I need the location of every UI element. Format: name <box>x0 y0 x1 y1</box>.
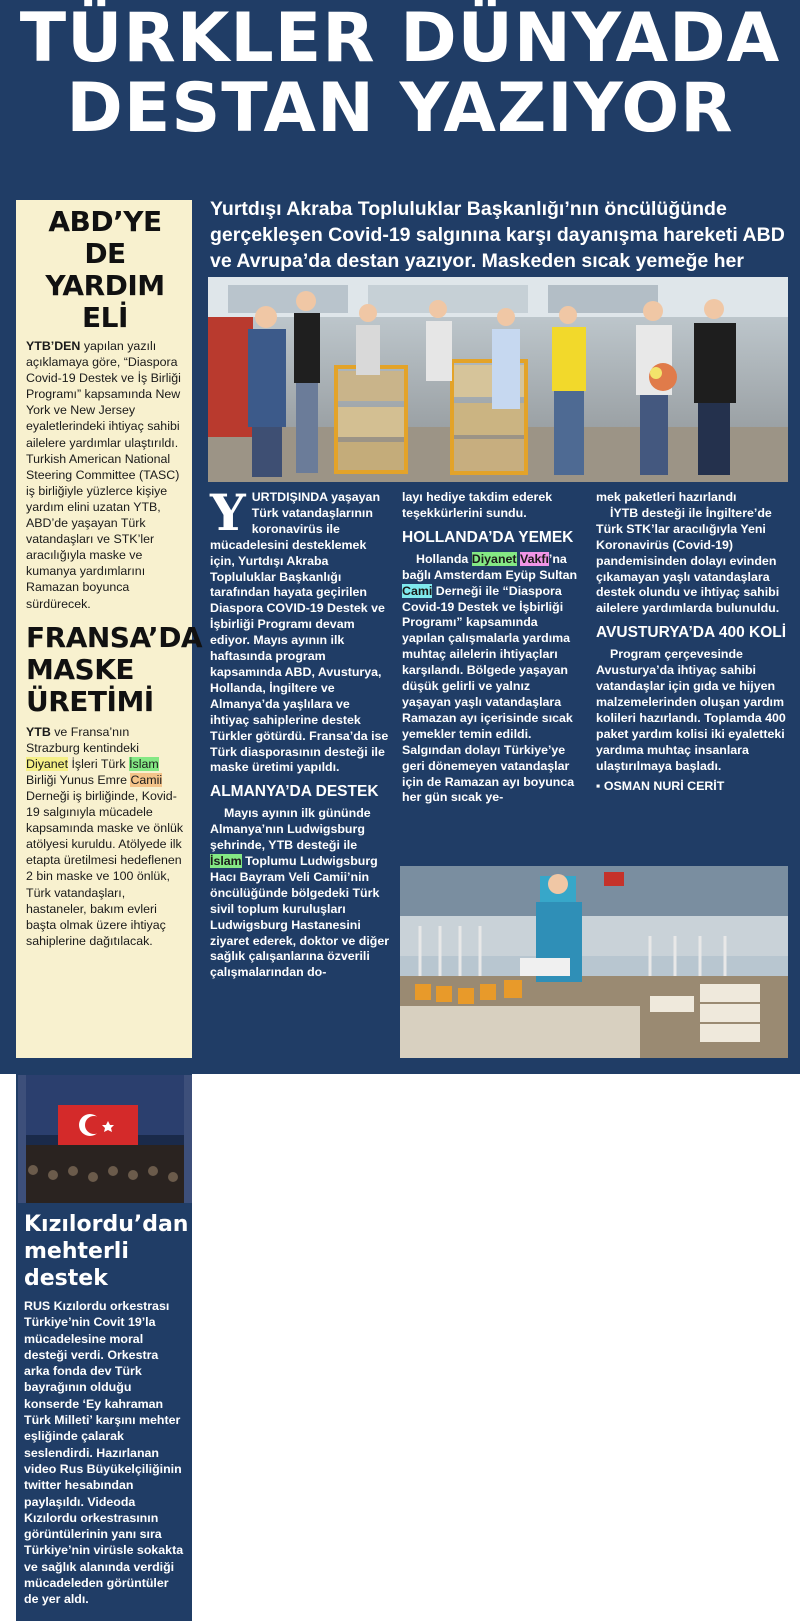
sidebar-title-fransa <box>26 620 203 718</box>
byline <box>596 779 788 795</box>
sidebar-title-fransa-line1: FRANSA’DA <box>26 620 203 654</box>
highlight-islam: İslam <box>129 756 159 771</box>
article-column-3 <box>596 490 788 794</box>
hollanda-text-b: ’na bağlı Amsterdam Eyüp Sultan <box>402 551 578 582</box>
sidebar-text-fransa <box>26 724 184 949</box>
almanya-text-a: Mayıs ayının ilk gününde Almanya’nın Ludwigsburg şehrinde, YTB desteği ile <box>210 806 371 853</box>
hollanda-text-a: Hollanda <box>416 551 472 566</box>
kizilordu-body: RUS Kızılordu orkestrası Türkiye’nin Covit 19’la mücadelesine moral desteği verdi. Orkestra arka fonda dev Türk bayrağının olduğu konserde ‘Ey kahraman Türk Milleti’ karşını mehter eşliğinde çalarak seslendirdi. Hazırlanan video Rus Büyükelçiliğinin twitter hesabından paylaşıldı. Videoda Kızılordu orkestrasının görüntülerinin yanı sıra Türkiye’nin virüsle sokakta ve sağlık alanında verdiği mücadeleden görüntüler de yer aldı. <box>24 1299 184 1607</box>
subheadline: Yurtdışı Akraba Topluluklar Başkanlığı’nın öncülüğünde gerçekleşen Covid-19 salgınına karşı dayanışma hareketi ABD ve Avrupa’da destan yazıyor. Maskeden sıcak yemeğe her <box>210 198 785 272</box>
highlight-islam-article: İslam <box>210 854 242 869</box>
article-intro: URTDIŞINDA yaşayan Türk vatandaşlarının koronavirüs ile mücadelesini desteklemek için, Yurtdışı Akraba Topluluklar Başkanlığı tarafından hayata geçirilen Diaspora COVID-19 Destek ve İşbirliği Programı devam ediyor. Mayıs ayının ilk haftasında program kapsamında ABD, Avusturya, Hollanda, İngiltere ve Almanya’da yaşlılara ve ihtiyaç sahiplerine destek Türkler götürdü. Fransa’da ise Türk diasporasının desteği ile maske üretimi yapıldı. <box>210 490 389 775</box>
volunteers-photo <box>208 277 788 482</box>
col3-continuation: mek paketleri hazırlandı <box>596 490 737 504</box>
highlight-cami: Cami <box>402 583 433 598</box>
volunteers-photo-illustration <box>208 277 788 482</box>
kizilordu-story <box>16 1073 192 1608</box>
orchestra-illustration <box>18 1075 192 1203</box>
byline-name: OSMAN NURİ CERİT <box>603 778 725 793</box>
section-title-almanya: ALMANYA’DA DESTEK <box>210 783 379 801</box>
hollanda-text-c: Derneği ile “Diaspora Covid-19 Destek ve İşbirliği Programı” kapsamında yapılan çalışmalarla yardıma muhtaç ailelerin ihtiyaçları karşılandı. Bölgede yaşayan düşük gelirli ve yalnız yaşayan yaşlı vatandaşlara Ramazan ayı içerisinde sıcak yemekler temin edildi. Salgından dolayı Türkiye’ye geri dönemeyen vatandaşlar için de Ramazan ayı boyunca her gün sıcak ye- <box>402 583 575 805</box>
article-column-2 <box>402 490 582 806</box>
highlight-diyanet-article: Diyanet <box>471 551 517 566</box>
sidebar-text-abd <box>26 338 184 612</box>
headline-line-2: DESTAN YAZIYOR <box>66 69 734 148</box>
sidebar-fransa-p4: Derneği iş birliğinde, Kovid-19 salgınıyla mücadele kapsamında maske ve önlük atölyesi kuruldu. Atölyede ilk etapta üretilmesi hedeflenen 2 bin maske ve 100 önlük, Türk vatandaşları, hastaneler, bakım evleri başta olmak üzere ihtiyaç sahiplerine dağıtılacak. <box>26 788 184 948</box>
food-packaging-photo <box>400 866 788 1058</box>
sidebar-fransa-p3: Birliği Yunus Emre <box>26 772 131 787</box>
kizilordu-title-line1: Kızılordu’dan <box>24 1212 189 1237</box>
left-margin <box>0 1074 16 1623</box>
highlight-vakfi: Vakfı <box>519 551 549 566</box>
highlight-diyanet: Diyanet <box>26 756 69 771</box>
sidebar-title-fransa-line2: MASKE <box>26 652 135 686</box>
dropcap-letter: Y <box>210 483 246 542</box>
main-headline <box>12 0 788 148</box>
headline-line-1: TÜRKLER DÜNYADA <box>19 0 781 78</box>
sidebar-title-abd <box>26 206 184 334</box>
orchestra-photo <box>18 1075 192 1203</box>
byline-bullet-icon: ▪ <box>596 778 604 793</box>
col2-continuation: layı hediye takdim ederek teşekkürlerini sundu. <box>402 490 553 520</box>
almanya-text-b: Toplumu Ludwigsburg Hacı Bayram Veli Camii’nin öncülüğünde bölgedeki Türk sivil toplum kuruluşları Ludwigsburg Hastanesini ziyaret ederek, doktor ve diğer sağlık çalışanlarına özverili çalışmalarından do- <box>210 854 390 980</box>
gutter <box>192 1074 208 1623</box>
highlight-camii: Camii <box>130 772 163 787</box>
food-packaging-illustration <box>400 866 788 1058</box>
sidebar-body-abd: yapılan yazılı açıklamaya göre, “Diaspora Covid-19 Destek ve İş Birliği Programı” kapsamında New York ve New Jersey eyaletlerindeki ihtiyaç sahibi ailelere yardımlar ulaştırıldı. Turkish American National Steering Committee (TASC) iş birliğiyle yüzlerce kişiye yardım elini uzatan YTB, ABD’de yaşayan Türk vatandaşları ve STK’ler aracılığıyla maske ve kumanya yardımlarını Ramazan boyunca sürdürecek. <box>26 339 181 611</box>
sidebar-title-abd-line1: ABD’YE DE <box>48 205 162 270</box>
section-title-hollanda: HOLLANDA’DA YEMEK <box>402 528 574 546</box>
sidebar-lead-ytb: YTB <box>26 724 51 739</box>
kizilordu-title <box>24 1211 189 1292</box>
sidebar-fransa-p2: İşleri Türk <box>68 756 130 771</box>
sidebar-fransa-p1: ve Fransa’nın Strazburg kentindeki <box>26 724 139 755</box>
kizilordu-title-line2: mehterli destek <box>24 1239 129 1291</box>
section-title-avusturya: AVUSTURYA’DA 400 KOLİ <box>596 624 787 642</box>
col3-ingiltere-text: İYTB desteği ile İngiltere’de Türk STK’lar aracılığıyla Yeni Koronavirüs (Covid-19) pandemisinden dolayı evinden çıkamayan yaşlı vatandaşlara destek olundu ve ihtiyaç sahibi ailelere yardımlarda bulunuldu. <box>596 505 780 616</box>
col3-avusturya-text: Program çerçevesinde Avusturya’da ihtiyaç sahibi vatandaşlar için gıda ve hijyen malzemelerinden oluşan yardım kolileri hazırlandı. Toplamda 400 paket yardım kolisi iki eyaletteki yardıma muhtaç insanlara ulaştırılmaya başladı. <box>596 647 786 773</box>
sidebar-title-fransa-line3: ÜRETİMİ <box>26 684 154 718</box>
sidebar-box <box>16 200 203 1058</box>
sidebar-title-abd-line2: YARDIM ELİ <box>45 269 165 334</box>
sidebar-lead-ytbden: YTB’DEN <box>26 339 81 353</box>
article-column-1 <box>210 483 390 981</box>
blank-area <box>208 1074 800 1623</box>
